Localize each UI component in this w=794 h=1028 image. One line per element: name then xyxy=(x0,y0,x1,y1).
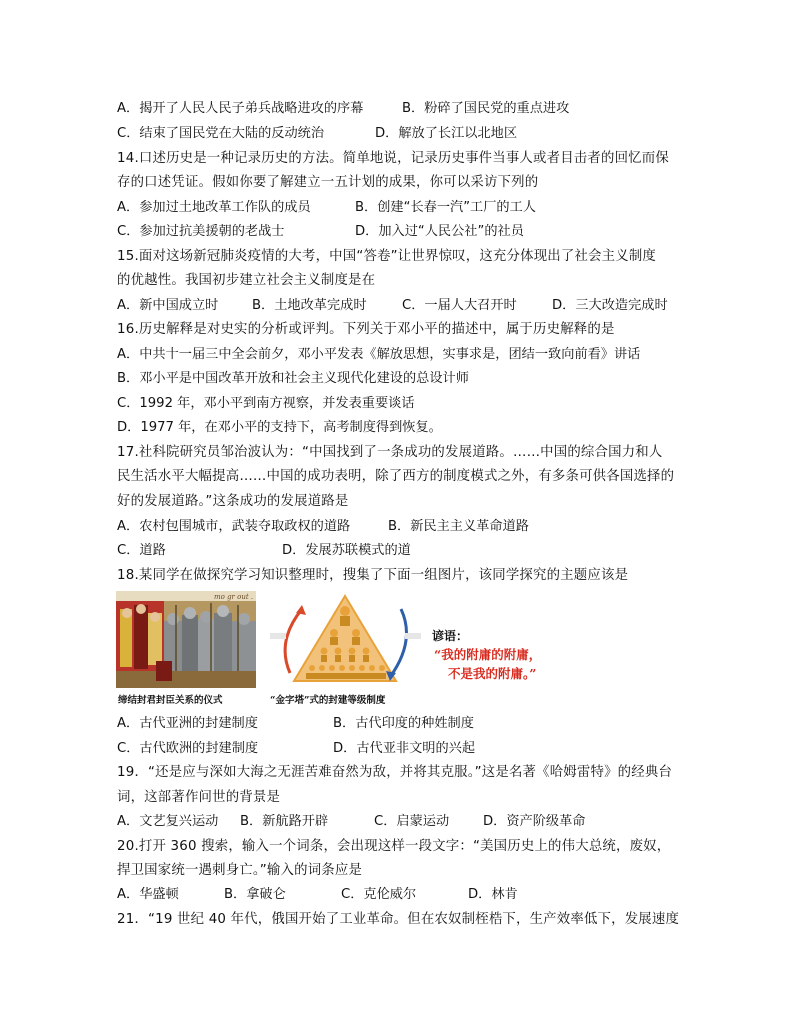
q17-option-d[interactable]: D．发展苏联模式的道 xyxy=(282,543,411,558)
q19-stem-line1: 19．“还是应与深如大海之无涯苦难奋然为敌，并将其克服。”这是名著《哈姆雷特》的经典台 xyxy=(117,765,673,780)
q20-stem-line1: 20.打开 360 搜索，输入一个词条，会出现这样一段文字：“美国历史上的伟大总统，废奴， xyxy=(117,839,671,854)
q15-option-d[interactable]: D．三大改造完成时 xyxy=(552,298,668,313)
homage-ceremony-illustration xyxy=(116,591,256,688)
q18-stem: 18.某同学在做探究学习知识整理时，搜集了下面一组图片，该同学探究的主题应该是 xyxy=(117,568,629,583)
q14-option-a[interactable]: A．参加过土地改革工作队的成员 xyxy=(117,200,311,215)
q15-option-c[interactable]: C．一届人大召开时 xyxy=(402,298,517,313)
q18-option-c[interactable]: C．古代欧洲的封建制度 xyxy=(117,741,259,756)
q14-option-d[interactable]: D．加入过“人民公社”的社员 xyxy=(355,224,524,239)
q13-option-a[interactable]: A．揭开了人民人民子弟兵战略进攻的序幕 xyxy=(117,101,364,116)
q20-option-a[interactable]: A．华盛顿 xyxy=(117,887,179,902)
q17-option-a[interactable]: A．农村包围城市，武装夺取政权的道路 xyxy=(117,519,351,534)
q17-option-b[interactable]: B．新民主主义革命道路 xyxy=(388,519,529,534)
q16-stem: 16.历史解释是对史实的分析或评判。下列关于邓小平的描述中，属于历史解释的是 xyxy=(117,322,615,337)
q17-stem-line3: 好的发展道路。”这条成功的发展道路是 xyxy=(117,494,349,509)
q20-stem-line2: 捍卫国家统一遇刺身亡。”输入的词条应是 xyxy=(117,863,363,878)
q16-option-a[interactable]: A．中共十一届三中全会前夕，邓小平发表《解放思想，实事求是，团结一致向前看》讲话 xyxy=(117,347,641,362)
q14-stem-line1: 14.口述历史是一种记录历史的方法。简单地说，记录历史事件当事人或者目击者的回忆而保 xyxy=(117,151,669,166)
q19-option-c[interactable]: C．启蒙运动 xyxy=(374,814,450,829)
q20-option-c[interactable]: C．克伦威尔 xyxy=(341,887,417,902)
proverb-title: 谚语： xyxy=(432,629,469,643)
homage-ceremony-caption: 缔结封君封臣关系的仪式 xyxy=(118,695,223,706)
q19-option-d[interactable]: D．资产阶级革命 xyxy=(483,814,586,829)
q19-option-b[interactable]: B．新航路开辟 xyxy=(240,814,329,829)
q15-stem-line2: 的优越性。我国初步建立社会主义制度是在 xyxy=(117,273,376,288)
q17-stem-line2: 民生活水平大幅提高……中国的成功表明，除了西方的制度模式之外，有多条可供各国选择的 xyxy=(117,469,675,484)
q15-stem-line1: 15.面对这场新冠肺炎疫情的大考，中国“答卷”让世界惊叹，这充分体现出了社会主义制度 xyxy=(117,249,657,264)
q19-option-a[interactable]: A．文艺复兴运动 xyxy=(117,814,219,829)
q21-stem-line1: 21．“19 世纪 40 年代，俄国开始了工业革命。但在农奴制桎梏下，生产效率低下，发展速度 xyxy=(117,912,680,927)
q16-option-c[interactable]: C．1992 年，邓小平到南方视察，并发表重要谈话 xyxy=(117,396,415,411)
q17-stem-line1: 17.社科院研究员邹治波认为：“中国找到了一条成功的发展道路。……中国的综合国力和人 xyxy=(117,445,663,460)
q14-option-b[interactable]: B．创建“长春一汽”工厂的工人 xyxy=(355,200,536,215)
q13-option-b[interactable]: B．粉碎了国民党的重点进攻 xyxy=(402,101,570,116)
q14-option-c[interactable]: C．参加过抗美援朝的老战士 xyxy=(117,224,285,239)
proverb-line1: “我的附庸的附庸， xyxy=(434,647,542,662)
feudal-pyramid-image xyxy=(268,593,423,688)
feudal-pyramid-caption: “金字塔”式的封建等级制度 xyxy=(270,695,386,706)
q16-option-d[interactable]: D．1977 年，在邓小平的支持下，高考制度得到恢复。 xyxy=(117,420,442,435)
q20-option-d[interactable]: D．林肯 xyxy=(468,887,518,902)
proverb-line2: 不是我的附庸。” xyxy=(448,666,537,681)
q13-option-d[interactable]: D．解放了长江以北地区 xyxy=(375,126,518,141)
q20-option-b[interactable]: B．拿破仑 xyxy=(224,887,286,902)
fresco-inscription: mo gr out . xyxy=(214,593,254,601)
q18-option-b[interactable]: B．古代印度的种姓制度 xyxy=(333,716,474,731)
q16-option-b[interactable]: B．邓小平是中国改革开放和社会主义现代化建设的总设计师 xyxy=(117,371,469,386)
q18-option-d[interactable]: D．古代亚非文明的兴起 xyxy=(333,741,476,756)
q17-option-c[interactable]: C．道路 xyxy=(117,543,166,558)
homage-ceremony-image xyxy=(116,591,256,688)
q15-option-a[interactable]: A．新中国成立时 xyxy=(117,298,219,313)
q18-option-a[interactable]: A．古代亚洲的封建制度 xyxy=(117,716,258,731)
feudal-pyramid-illustration xyxy=(268,593,423,688)
q15-option-b[interactable]: B．土地改革完成时 xyxy=(252,298,367,313)
q19-stem-line2: 词，这部著作问世的背景是 xyxy=(117,790,281,805)
q14-stem-line2: 存的口述凭证。假如你要了解建立一五计划的成果，你可以采访下列的 xyxy=(117,175,539,190)
q13-option-c[interactable]: C．结束了国民党在大陆的反动统治 xyxy=(117,126,325,141)
